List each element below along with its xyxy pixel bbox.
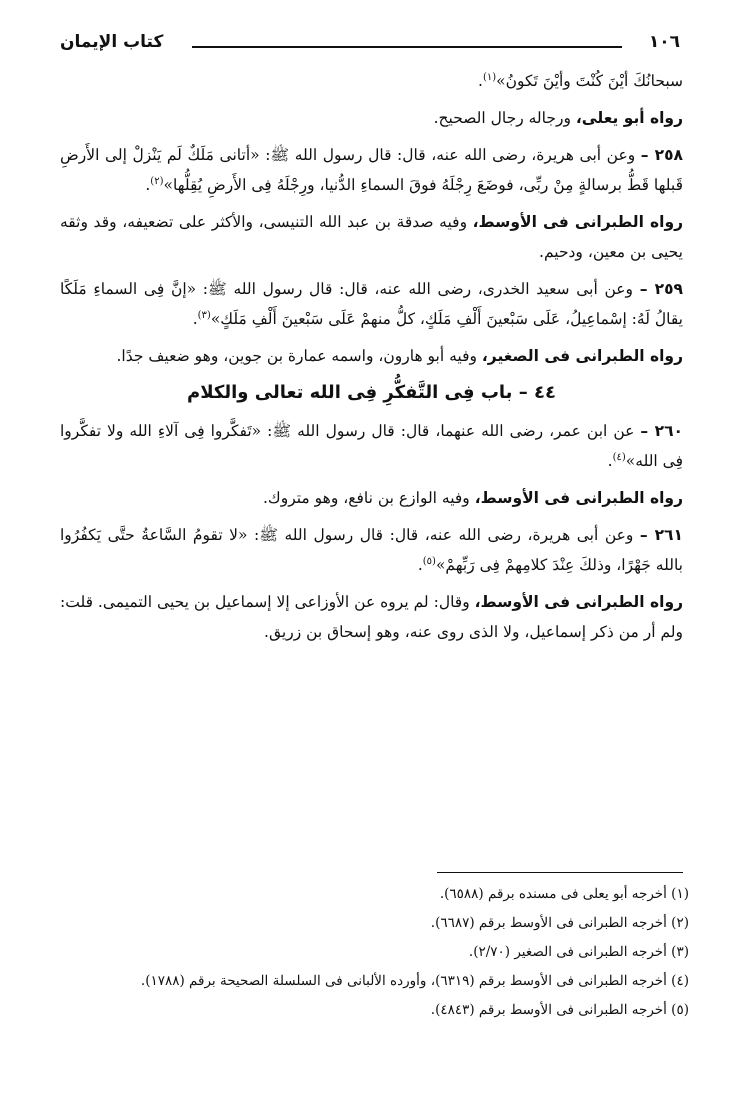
running-title: كتاب الإيمان xyxy=(60,32,164,52)
hadith-259: ٢٥٩ – وعن أبى سعيد الخدرى، رضى الله عنه، قال: قال رسول الله ﷺ: «إنَّ فِى السماءِ مَلَكًا يقالُ لَهُ: إسْماعِيلُ، عَلَى سَبْعينَ أَلْفِ مَلَكٍ، كلُّ منهمْ عَلَى سَبْعينَ أَلْفِ مَلَكٍ»$^{(٣)}$. xyxy=(60,280,683,328)
hadith-260: ٢٦٠ – عن ابن عمر، رضى الله عنهما، قال: قال رسول الله ﷺ: «تَفكَّروا فِى آلاءِ الله ولا تفكَّروا فِى الله»$^{(٤)}$. xyxy=(60,422,683,470)
source-note xyxy=(60,207,683,267)
source-name: رواه الطبرانى فى الأوسط، xyxy=(474,593,683,611)
hadith-text: وعن أبى هريرة، رضى الله عنه، قال: قال رسول الله ﷺ: «لا تقومُ السَّاعةُ حتَّى يَكفُرُوا بالله جَهْرًا، وذلكَ عِنْدَ كلامِهمْ فِى رَبِّهمْ» xyxy=(60,526,683,574)
source-name: رواه الطبرانى فى الصغير، xyxy=(481,347,683,365)
hadith-number: ٢٥٨ – xyxy=(640,146,683,164)
source-remark: وفيه الوازع بن نافع، وهو متروك. xyxy=(263,489,475,507)
source-note xyxy=(60,103,683,133)
footnote: (٣) أخرجه الطبرانى فى الصغير (٢/٧٠). xyxy=(468,944,689,960)
footnote: (١) أخرجه أبو يعلى فى مسنده برقم (٦٥٨٨). xyxy=(439,886,689,902)
source-remark: وفيه صدقة بن عبد الله التنيسى، والأكثر على تضعيفه، وقد وثقه يحيى بن معين، ودحيم. xyxy=(60,213,683,261)
footnote: (٤) أخرجه الطبرانى فى الأوسط برقم (٦٣١٩)، وأورده الألبانى فى السلسلة الصحيحة برقم (١٧٨٨). xyxy=(140,973,689,989)
hadith-text: وعن أبى هريرة، رضى الله عنه، قال: قال رسول الله ﷺ: «أتانى مَلَكٌ لَم يَنْزلْ إلى الأَرضِ قَبلها قَطُّ برسالةٍ مِنْ ربِّى، فوضَعَ رِجْلَهُ فوقَ السماءِ الدُّنيا، ورِجْلَهُ فِى الأَرضِ يُقِلُّها» xyxy=(60,146,683,194)
hadith-number: ٢٦٠ – xyxy=(640,422,683,440)
source-name: رواه أبو يعلى، xyxy=(575,109,683,127)
chapter-heading: ٤٤ – باب فِى التَّفكُّرِ فِى الله تعالى والكلام xyxy=(187,382,556,403)
page-header xyxy=(60,32,680,58)
footnote-ref: (٥) xyxy=(422,555,436,567)
hadith-number: ٢٥٩ – xyxy=(639,280,683,298)
source-remark: وقال: لم يروه عن الأوزاعى إلا إسماعيل بن يحيى التميمى. قلت: ولم أر من ذكر إسماعيل، ولا الذى روى عنه، وهو إسحاق بن زريق. xyxy=(60,593,683,641)
header-rule xyxy=(192,46,622,48)
footnote-ref: (٤) xyxy=(612,451,626,463)
continuation-line: سبحانُكَ أيْنَ كُنْتَ وأيْنَ تَكونُ»$^{(١)}$. xyxy=(478,71,683,90)
source-note xyxy=(60,341,683,371)
footnotes xyxy=(55,880,689,1025)
hadith-text: عن ابن عمر، رضى الله عنهما، قال: قال رسول الله ﷺ: «تَفكَّروا فِى آلاءِ الله ولا تفكَّروا فِى الله» xyxy=(60,422,683,470)
hadith-text: وعن أبى سعيد الخدرى، رضى الله عنه، قال: قال رسول الله ﷺ: «إنَّ فِى السماءِ مَلَكًا يقالُ لَهُ: إسْماعِيلُ، عَلَى سَبْعينَ أَلْفِ مَلَكٍ، كلُّ منهمْ عَلَى سَبْعينَ أَلْفِ مَلَكٍ» xyxy=(60,280,683,328)
hadith-258: ٢٥٨ – وعن أبى هريرة، رضى الله عنه، قال: قال رسول الله ﷺ: «أتانى مَلَكٌ لَم يَنْزلْ إلى الأَرضِ قَبلها قَطُّ برسالةٍ مِنْ ربِّى، فوضَعَ رِجْلَهُ فوقَ السماءِ الدُّنيا، ورِجْلَهُ فِى الأَرضِ يُقِلُّها»$^{(٢)}$. xyxy=(60,146,683,194)
footnote: (٥) أخرجه الطبرانى فى الأوسط برقم (٤٨٤٣). xyxy=(430,1002,689,1018)
source-note xyxy=(60,483,683,513)
page-number: ١٠٦ xyxy=(648,32,680,52)
footnote-ref: (٣) xyxy=(197,309,211,321)
source-remark: وفيه أبو هارون، واسمه عمارة بن جوين، وهو ضعيف جدًا. xyxy=(116,347,482,365)
footnote-ref: (١) xyxy=(482,71,497,83)
hadith-261: ٢٦١ – وعن أبى هريرة، رضى الله عنه، قال: قال رسول الله ﷺ: «لا تقومُ السَّاعةُ حتَّى يَكفُرُوا بالله جَهْرًا، وذلكَ عِنْدَ كلامِهمْ فِى رَبِّهمْ»$^{(٥)}$. xyxy=(60,526,683,574)
source-note xyxy=(60,587,683,647)
footnote-ref: (٢) xyxy=(150,175,164,187)
source-name: رواه الطبرانى فى الأوسط، xyxy=(474,489,683,507)
source-name: رواه الطبرانى فى الأوسط، xyxy=(472,213,683,231)
page-body xyxy=(60,66,683,654)
hadith-number: ٢٦١ – xyxy=(639,526,683,544)
footnote: (٢) أخرجه الطبرانى فى الأوسط برقم (٦٦٨٧). xyxy=(430,915,689,931)
footnote-separator xyxy=(437,872,683,873)
source-remark: ورجاله رجال الصحيح. xyxy=(433,109,576,127)
hadith-text: سبحانُكَ أيْنَ كُنْتَ وأيْنَ تَكونُ» xyxy=(496,72,683,90)
